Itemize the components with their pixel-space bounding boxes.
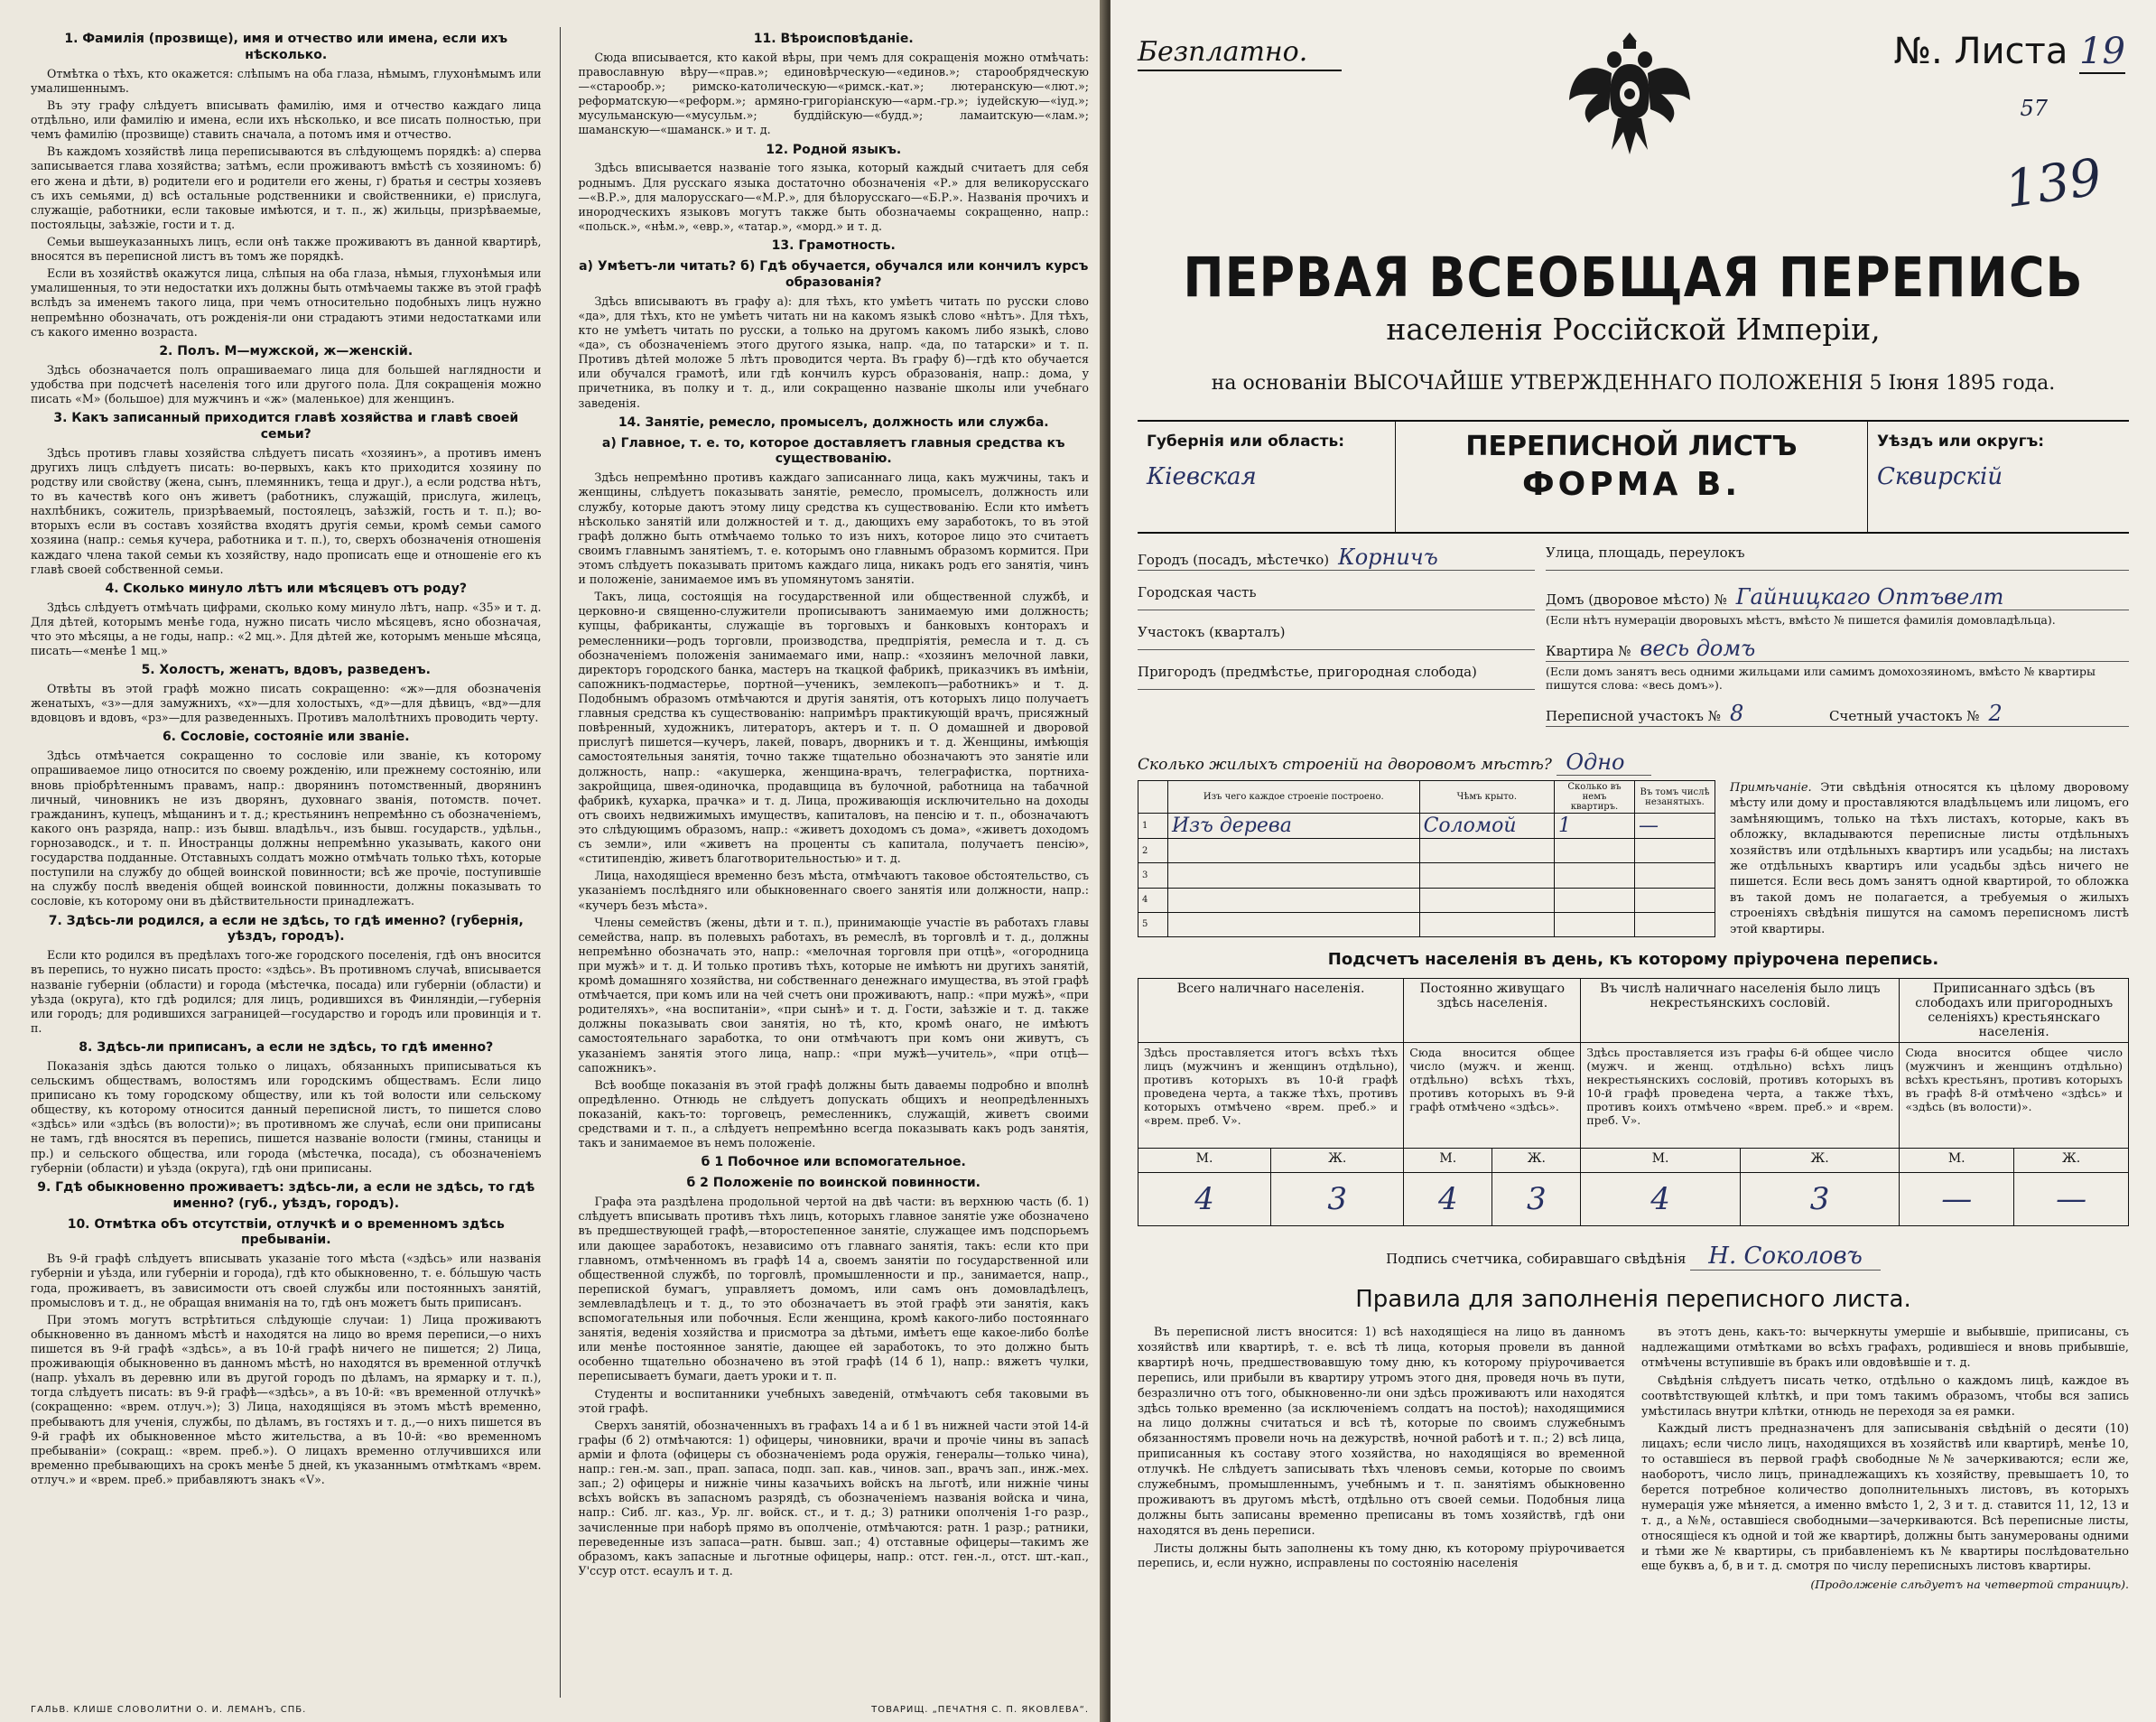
city-label: Городъ (посадъ, мѣстечко) (1138, 552, 1330, 568)
pop-resident-m: 4 (1404, 1173, 1492, 1226)
left-page-footer (31, 1705, 1089, 1715)
instruction-paragraph: Показанія здѣсь даются только о лицахъ, обязанныхъ приписываться къ сельскимъ обществамъ, волостямъ или городскимъ обществамъ. Если лицо приписано къ тому городскому обществу, или къ той волости или сельскому обществу, къ которому относится данный переписной листъ, то пишется слово «здѣсь» или «здѣсь (въ волости)»; въ противномъ же случаѣ, если они приписаны не тамъ, гдѣ вносятся въ перепись, пишется названіе волости (гмины, станицы и пр.) и сельского общества, или города (мѣстечка, посада), съ обозначеніемъ губерніи (области) и уѣзда (округа), гдѣ они приписаны. (31, 1058, 542, 1175)
building-row (1138, 839, 1715, 863)
building-cell-n: 4 (1138, 888, 1168, 912)
gubernia-label: Губернія или область: (1147, 433, 1345, 451)
building-cell-n: 3 (1138, 863, 1168, 888)
rule-paragraph: въ этотъ день, какъ-то: вычеркнуты умершіе и выбывшіе, приписаны, съ надлежащими отмѣтками во всѣхъ графахъ, родившіеся и вновь прибывшіе, отмѣчены вступившіе въ бракъ или овдовѣвшіе и т. д. (1641, 1326, 2129, 1370)
building-cell-vacant (1635, 839, 1715, 863)
building-cell-n: 1 (1138, 814, 1168, 839)
city-field (1138, 545, 1535, 571)
sex-label-m: М. (1900, 1149, 2014, 1173)
city-part-field (1138, 584, 1535, 610)
building-cell-vacant (1635, 888, 1715, 912)
handwritten-folio-number: 139 (2002, 147, 2106, 220)
instruction-paragraph: Лица, находящіеся временно безъ мѣста, отмѣчаютъ таковое обстоятельство, съ указаніемъ послѣдняго или обыкновеннаго своего занятія или должности, напр.: «кучеръ безъ мѣста». (578, 869, 1089, 912)
sex-label-m: М. (1581, 1149, 1741, 1173)
street-field (1546, 545, 2129, 571)
building-cell-apts (1555, 888, 1635, 912)
region-band (1138, 420, 2129, 534)
building-cell-roof (1419, 888, 1554, 912)
census-area-value: 8 (1729, 701, 1744, 726)
buildings-note-head: Примѣчаніе. (1730, 781, 1812, 795)
apartment-note: (Если домъ занятъ весь одними жильцами или самимъ домохозяиномъ, вмѣсто № квартиры пишутся слова: «весь домъ»). (1546, 665, 2096, 692)
building-cell-vacant: — (1635, 814, 1715, 839)
pop-non-peasant-f: 3 (1740, 1173, 1900, 1226)
instruction-paragraph: Отмѣтка о тѣхъ, кто окажется: слѣпымъ на оба глаза, нѣмымъ, глухонѣмымъ или умалишеннымъ. (31, 66, 542, 95)
building-cell-apts (1555, 839, 1635, 863)
sex-label-m: М. (1138, 1149, 1271, 1173)
instruction-paragraph: Въ каждомъ хозяйствѣ лица переписываются въ слѣдующемъ порядкѣ: а) сперва записывается глава хозяйства; затѣмъ, если проживаютъ вмѣстѣ съ хозяиномъ: б) его жена и дѣти, в) родители его и родители его жены, г) братья и сестры хозяевъ съ ихъ семьями, д) всѣ остальные родственники и свойственники, е) прислуга, служащіе, работники, если таковые имѣются, и т. п., ж) жильцы, призрѣваемые, постояльцы, заѣзжіе, гости и т. д. (31, 144, 542, 231)
pop-desc-peasant: Сюда вносится общее число (мужчинъ и женщинъ отдѣльно) всѣхъ крестьянъ, противъ которыхъ въ графѣ 8-й отмѣчено «здѣсь» и «здѣсь (въ волости)». (1900, 1043, 2129, 1149)
rule-paragraph: Свѣдѣнія слѣдуетъ писать четко, отдѣльно о каждомъ лицѣ, каждое въ соотвѣтствующей клѣткѣ, и при томъ такимъ образомъ, чтобы вся запись умѣстилась внутри клѣтки, отнюдь не переходя за ея рамки. (1641, 1373, 2129, 1419)
instruction-paragraph: Отвѣты въ этой графѣ можно писать сокращенно: «ж»—для обозначенія женатыхъ, «з»—для замужнихъ, «х»—для холостыхъ, «д»—для дѣвицъ, «вд»—для вдовцовъ и вдовъ, «рз»—для разведенныхъ. Противъ малолѣтнихъ проводить черту. (31, 682, 542, 725)
pop-header-total: Всего наличнаго населенія. (1138, 979, 1404, 1043)
district-label: Участокъ (кварталъ) (1138, 624, 1286, 640)
instruction-heading: а) Умѣетъ-ли читать? б) Гдѣ обучается, обучался или кончилъ курсъ образованія? (579, 258, 1089, 290)
street-label: Улица, площадь, переулокъ (1546, 545, 1745, 561)
uezd-field (1867, 422, 2129, 532)
building-cell-n: 5 (1138, 912, 1168, 936)
building-cell-apts (1555, 912, 1635, 936)
building-cell-roof: Соломой (1419, 814, 1554, 839)
building-row (1138, 863, 1715, 888)
column-divider (560, 27, 561, 1698)
uezd-label: Уѣздъ или округъ: (1877, 433, 2045, 451)
census-area-field (1546, 701, 2129, 727)
pop-desc-resident: Сюда вносится общее число (мужч. и женщ. отдѣльно) всѣхъ тѣхъ, противъ которыхъ въ 9-й графѣ отмѣчено «здѣсь». (1404, 1043, 1581, 1149)
bld-header-apartments: Сколько въ немъ квартиръ. (1555, 781, 1635, 814)
free-label: Безплатно. (1138, 36, 1342, 71)
sheet-number (1893, 31, 2125, 72)
instruction-heading: 14. Занятіе, ремесло, промыселъ, должность или служба. (618, 414, 1049, 430)
instruction-heading: 4. Сколько минуло лѣтъ или мѣсяцевъ отъ роду? (105, 581, 468, 596)
gubernia-field (1138, 422, 1396, 532)
instruction-heading: 3. Какъ записанный приходится главѣ хозяйства и главѣ своей семьи? (53, 411, 519, 442)
house-value: Гайницкаго Оптъвелт (1735, 584, 2004, 610)
building-cell-roof (1419, 863, 1554, 888)
footer-right: ТОВАРИЩ. „ПЕЧАТНЯ С. П. ЯКОВЛЕВА“. (871, 1705, 1089, 1715)
double-headed-eagle-icon (1562, 23, 1697, 159)
sex-label-m: М. (1404, 1149, 1492, 1173)
census-title: ПЕРВАЯ ВСЕОБЩАЯ ПЕРЕПИСЬ (1183, 246, 2084, 310)
instruction-heading: 12. Родной языкъ. (766, 142, 902, 157)
pop-resident-f: 3 (1492, 1173, 1581, 1226)
structures-label: Сколько жилыхъ строеній на дворовомъ мѣстѣ? (1138, 756, 1552, 774)
instruction-heading: 9. Гдѣ обыкновенно проживаетъ: здѣсь-ли, а если не здѣсь, то гдѣ именно? (губ., уѣздъ, городъ). (37, 1179, 535, 1211)
house-label: Домъ (дворовое мѣсто) № (1546, 591, 1727, 608)
population-count-title: Подсчетъ населенія въ день, къ которому пріурочена перепись. (1327, 950, 1939, 970)
count-area-value: 2 (1988, 701, 2003, 726)
instruction-paragraph: Въ эту графу слѣдуетъ вписывать фамилію, имя и отчество каждаго лица отдѣльно, или фамилію и имена, если ихъ нѣсколько, и все писать полностью, при чемъ фамилію (прозвище) ставить сначала, а потомъ имя и отчество. (31, 98, 542, 142)
instruction-heading: 6. Сословіе, состояніе или званіе. (162, 730, 410, 745)
instruction-paragraph: Члены семействъ (жены, дѣти и т. п.), принимающіе участіе въ работахъ главы семейства, напр. въ полевыхъ работахъ, въ ремеслѣ, въ торговлѣ и т. д., должны непремѣнно обозначать это, напр.: «мелочная торговля при отцѣ», «огородница при мужѣ» и т. д. И только противъ тѣхъ, которые не имѣютъ ни другихъ занятій, кромѣ домашняго хозяйства, ни собственнаго денежнаго имущества, въ этой графѣ отмѣчается, при комъ или на чей счетъ они проживаютъ, напр.: «при мужѣ», «при родителяхъ», «на воспитаніи», «при сынѣ» и т. д. Гости, заѣзжіе и т. д. также должны показывать свои занятія, но тѣ, кто, кромѣ онаго, не имѣютъ самостоятельнаго заработка, то они отмѣчаютъ при комъ они живутъ, съ указаніемъ занятія этого лица, напр.: «при мужѣ—учитель», «при отцѣ—сапожникъ». (578, 915, 1089, 1075)
instruction-paragraph: При этомъ могутъ встрѣтиться слѣдующіе случаи: 1) Лица проживаютъ обыкновенно въ данномъ мѣстѣ и находятся на лицо во время переписи,—о нихъ пишется въ 9-й графѣ «здѣсь», а въ 10-й графѣ ничего не пишется; 2) Лица, проживающія обыкновенно въ данномъ мѣстѣ, но находятся въ временной отлучкѣ (напр. уѣхалъ въ деревню или въ другой городъ по дѣламъ, на ярмарку и т. п.), тогда слѣдуетъ писать: въ 9-й графѣ—«здѣсь», а въ 10-й: «въ временной отлучкѣ» (сокращенно: «врем. отлуч.»); 3) Лица, находящіяся въ этомъ мѣстѣ временно, пребываютъ для ученія, службы, по дѣламъ, въ гостяхъ и т. д.,—о нихъ пишется въ 9-й графѣ их обыкновенное мѣсто жительства, а въ 10-й: «во временномъ пребываніи» (сокращ.: «врем. преб.»). О лицахъ временно отлучившихся или временно пребывающихъ на срокъ менѣе 5 дней, къ указаннымъ отмѣткамъ «врем. отлуч.» и «врем. преб.» прибавляютъ знакъ «V». (31, 1312, 542, 1487)
pop-total-m: 4 (1138, 1173, 1271, 1226)
sheet-number-value: 19 (2079, 31, 2125, 72)
census-area-label: Переписной участокъ № (1546, 708, 1721, 724)
city-part-label: Городская часть (1138, 584, 1257, 600)
instruction-paragraph: Такъ, лица, состоящія на государственной или общественной службѣ, и церковно-и священно-служители прописываютъ занимаемую ими должность; купцы, фабриканты, служащіе въ торговыхъ и банковыхъ конторахъ и ремесленники—родъ торговли, производства, предпріятія, ремесла и т. д. съ обозначеніемъ положенія занимаемаго ими, напр.: «хозяинъ мелочной лавки, директоръ городского банка, мастеръ на ткацкой фабрикѣ, приказчикъ въ имѣніи, сапожникъ-подмастерье, портной—ученикъ, землекопъ—работникъ» и т. д. Подобнымъ образомъ отмѣчаются и другія занятія, отъ которыхъ лицо получаетъ главныя средства къ существованію: напримѣръ практикующій врачъ, присяжный повѣренный, художникъ, литераторъ, актеръ и т. п. О домашней и дворовой прислугѣ пишется—кучеръ, лакей, поваръ, дворникъ и т. д. Женщины, имѣющія самостоятельныя занятія, точно также тщательно обозначаютъ это занятіе или должность, напр.: «акушерка, женщина-врачъ, телеграфистка, портниха-закройщица, швея-одиночка, продавщица въ булочной, работница на табачной фабрикѣ, кухарка, прачка» и т. д. Лица, проживающія исключительно на доходы отъ своихъ недвижимыхъ имуществъ, капиталовъ, на пенсію и т. п., обозначаютъ это слѣдующимъ образомъ, напр.: «живетъ доходомъ съ дома», «живетъ доходомъ съ земли», или «живетъ на проценты съ капитала, получаетъ пенсію», «ститипендію, живетъ благотворительностью» и т. д. (578, 590, 1089, 866)
instruction-heading: 7. Здѣсь-ли родился, а если не здѣсь, то гдѣ именно? (губернія, уѣздъ, городъ). (48, 913, 524, 945)
instructions-column-2 (578, 27, 1089, 1698)
instruction-paragraph: Если въ хозяйствѣ окажутся лица, слѣпыя на оба глаза, нѣмыя, глухонѣмыя или умалишенныя, то эти недостатки ихъ должны быть отмѣчаемы также въ этой графѣ вслѣдъ за именемъ такого лица, при чемъ относительно подобныхъ лицъ нужно непремѣнно обозначать, отъ рожденія-ли они страдаютъ этими недостатками или съ какого именно возраста. (31, 266, 542, 339)
pop-peasant-m: — (1900, 1173, 2014, 1226)
rule-paragraph: Листы должны быть заполнены къ тому дню, къ которому пріурочивается перепись, и, если нужно, исправлены по состоянію населенія (1138, 1541, 1625, 1571)
district-field (1138, 624, 1535, 650)
census-decree: на основаніи ВЫСОЧАЙШЕ УТВЕРЖДЕННАГО ПОЛОЖЕНІЯ 5 Іюня 1895 года. (1211, 372, 2056, 395)
structures-value: Одно (1557, 749, 1651, 776)
bld-header-material: Изъ чего каждое строеніе построено. (1168, 781, 1420, 814)
instruction-heading: 1. Фамилія (прозвище), имя и отчество или имена, если ихъ нѣсколько. (64, 32, 508, 62)
instruction-heading: б 2 Положеніе по воинской повинности. (686, 1176, 980, 1191)
building-cell-apts: 1 (1555, 814, 1635, 839)
instruction-paragraph: Здѣсь слѣдуетъ отмѣчать цифрами, сколько кому минуло лѣтъ, напр. «35» и т. д. Для дѣтей, которымъ менѣе года, нужно писать число мѣсяцевъ, ясно обозначая, что это мѣсяцы, а не годы, напр.: «2 мц.». Для дѣтей же, которымъ меньше мѣсяца, писать—«менѣе 1 мц.» (31, 600, 542, 658)
instruction-heading: 5. Холостъ, женатъ, вдовъ, разведенъ. (141, 663, 431, 678)
buildings-section (1138, 780, 2129, 937)
instructions-column-1 (31, 27, 542, 1698)
pop-desc-non-peasant: Здѣсь проставляется изъ графы 6-й общее число (мужч. и женщ. отдѣльно) всѣхъ лицъ некрестьянскихъ сословій, противъ которыхъ въ 10-й графѣ проведена черта, а также тѣхъ, противъ коихъ отмѣчено «врем. преб.» и «врем. преб. V». (1581, 1043, 1900, 1149)
rules-column-right (1641, 1326, 2129, 1593)
instruction-heading: 13. Грамотность. (771, 238, 896, 254)
instruction-paragraph: Здѣсь противъ главы хозяйства слѣдуетъ писать «хозяинъ», а противъ именъ другихъ лицъ слѣдуетъ писать: во-первыхъ, какъ кто приходится хозяину по родству или свойству (жена, сынъ, племянникъ, теща и друг.), а если родства нѣтъ, то въ качествѣ кого онъ живетъ (работникъ, служащій, прислуга, жилецъ, нахлѣбникъ, сожитель, призрѣваемый, постоялецъ, заѣзжій, гость и т. п.); во-вторыхъ если въ составъ хозяйства входятъ другія семьи, кромѣ семьи самого хозяина (напр.: семья кучера, работника и т. п.), то, сверхъ обозначенія отношенія каждаго члена такой семьи къ хозяйству, надо прописать еще и отношеніе его къ главѣ своей собственной семьи. (31, 445, 542, 576)
pop-total-f: 3 (1271, 1173, 1404, 1226)
rules-column-left (1138, 1326, 1625, 1593)
building-cell-vacant (1635, 863, 1715, 888)
city-value: Корничъ (1338, 545, 1438, 570)
building-cell-roof (1419, 839, 1554, 863)
sex-label-f: Ж. (1492, 1149, 1581, 1173)
instruction-heading: б 1 Побочное или вспомогательное. (701, 1155, 966, 1170)
instruction-heading: 8. Здѣсь-ли приписанъ, а если не здѣсь, то гдѣ именно? (79, 1039, 494, 1055)
form-header (1138, 23, 2129, 220)
count-area-label: Счетный участокъ № (1828, 708, 1980, 724)
building-row (1138, 814, 1715, 839)
instruction-paragraph: Семьи вышеуказанныхъ лицъ, если онѣ также проживаютъ въ данной квартирѣ, вносятся въ переписной листъ въ томъ же порядкѣ. (31, 235, 542, 264)
sex-label-f: Ж. (2014, 1149, 2129, 1173)
building-row (1138, 888, 1715, 912)
bld-header-roof: Чѣмъ крыто. (1419, 781, 1554, 814)
instruction-heading: 11. Вѣроисповѣданіе. (753, 32, 914, 46)
suburb-field (1138, 664, 1535, 690)
population-count-table (1138, 978, 2129, 1226)
building-cell-material: Изъ дерева (1168, 814, 1420, 839)
building-cell-n: 2 (1138, 839, 1168, 863)
sex-label-f: Ж. (1740, 1149, 1900, 1173)
building-cell-material (1168, 912, 1420, 936)
signature-value: Н. Соколовъ (1690, 1243, 1881, 1271)
sheet-number-label: №. Листа (1893, 31, 2068, 72)
form-title-block (1396, 422, 1867, 532)
instruction-heading: 10. Отмѣтка объ отсутствіи, отлучкѣ и о временномъ здѣсь пребываніи. (67, 1216, 505, 1248)
right-page (1111, 0, 2156, 1722)
pop-header-resident: Постоянно живущаго здѣсь населенія. (1404, 979, 1581, 1043)
form-subtitle: ФОРМА В. (1521, 466, 1742, 503)
instruction-paragraph: Графа эта раздѣлена продольной чертой на двѣ части: въ верхнюю часть (б. 1) слѣдуетъ вписывать противъ тѣхъ лицъ, которыхъ главное занятіе уже обозначено въ предшествующей графѣ,—второстепенное занятіе, служащее имъ подспорьемъ или дающее заработокъ, независимо отъ главнаго занятія, такъ: если кто при главномъ, отмѣченномъ въ графѣ 14 а, своемъ занятіи по государственной или общественной службѣ, по торговлѣ, промышленности и пр., занимается, напр., перепиской бумагъ, управляетъ домомъ, или самъ онъ домовладѣлецъ, землевладѣлецъ и т. д., то это обозначаетъ въ этой графѣ эти занятія, какъ вспомогательныя или побочныя. Если женщина, кромѣ какого-либо постояннаго занятія, веденія хозяйства и присмотра за дѣтьми, имѣетъ еще какое-либо болѣе или менѣе постоянное занятіе, дающее ей заработокъ, то это должно быть особенно тщательно обозначено въ этой графѣ (14 б 1), напр.: вяжетъ чулки, переписываетъ бумаги, даетъ уроки и т. п. (578, 1195, 1089, 1383)
house-note: (Если нѣтъ нумераціи дворовыхъ мѣстъ, вмѣсто № пишется фамилія домовладѣльца). (1546, 613, 2056, 627)
sex-label-f: Ж. (1271, 1149, 1404, 1173)
instruction-paragraph: Въ 9-й графѣ слѣдуетъ вписывать указаніе того мѣста («здѣсь» или названія губерніи и уѣзда, или губерніи и города), гдѣ кто обыкновенно, т. е. бóльшую часть года, проживаетъ, въ зависимости отъ своей службы или постоянныхъ занятій, промысловъ и т. д., не обращая вниманія на то, гдѣ онъ можетъ быть приписанъ. (31, 1252, 542, 1309)
suburb-label: Пригородъ (предмѣстье, пригородная слобода) (1138, 664, 1477, 680)
form-title: ПЕРЕПИСНОЙ ЛИСТЪ (1465, 431, 1798, 462)
address-block (1138, 545, 2129, 740)
instruction-heading: а) Главное, т. е. то, которое доставляетъ главныя средства къ существованію. (601, 435, 1065, 467)
building-cell-roof (1419, 912, 1554, 936)
bld-header-vacant: Въ томъ числѣ незанятыхъ. (1635, 781, 1715, 814)
structures-question (1138, 749, 2129, 775)
instruction-paragraph: Если кто родился въ предѣлахъ того-же городского поселенія, гдѣ онъ вносится въ перепись, то нужно писать просто: «здѣсь». Въ противномъ случаѣ, вписывается названіе губерніи (области) и города (мѣстечка, посада) или губерніи (области) и уѣзда (округа), кто гдѣ родился; для лицъ, родившихся въ Финляндіи,—губернія или городъ; для родившихся заграницей—государство и городъ или провинція и т. п. (31, 948, 542, 1035)
footer-left: ГАЛЬВ. КЛИШЕ СЛОВОЛИТНИ О. И. ЛЕМАНЪ, СПБ. (31, 1705, 307, 1715)
instruction-paragraph: Здѣсь вписываютъ въ графу а): для тѣхъ, кто умѣетъ читать по русски слово «да», для тѣхъ, кто не умѣетъ читать ни на какомъ языкѣ слово «нѣтъ». Для тѣхъ, кто не умѣетъ читать по русски, а только на другомъ какомъ либо языкѣ, слово «да», съ обозначеніемъ этого другого языка, напр. «да, по татарски» и т. п. Противъ дѣтей моложе 5 лѣтъ проводится черта. Въ графу б)—гдѣ кто обучается или обучался грамотѣ, или гдѣ кончилъ курсъ образованія, напр.: дома, у причетника, въ полку и т. д., или сокращенно названіе школы или учебнаго заведенія. (578, 293, 1089, 410)
instruction-paragraph: Студенты и воспитанники учебныхъ заведеній, отмѣчаютъ себя таковыми въ этой графѣ. (578, 1386, 1089, 1415)
building-cell-material (1168, 863, 1420, 888)
instruction-paragraph: Здѣсь вписывается названіе того языка, который каждый считаетъ для себя роднымъ. Для русскаго языка достаточно обозначенія «Р.» для великорусскаго—«В.Р.», для малорусскаго—«М.Р.», для бѣлорусскаго—«Б.Р.». Названія прочихъ и инородческихъ языковъ могутъ также быть обозначаемы сокращенно, напр.: «польск.», «нѣм.», «евр.», «татар.», «морд.» и т. д. (578, 161, 1089, 233)
rule-paragraph: Въ переписной листъ вносится: 1) всѣ находящіеся на лицо въ данномъ хозяйствѣ или квартирѣ, т. е. всѣ тѣ лица, которыя провели въ данной квартирѣ ночь, предшествовавшую тому дню, къ которому пріурочивается перепись, или прибыли въ квартиру утромъ этого дня, проведя ночь въ пути, безразлично отъ того, обыкновенно-ли они здѣсь проживаютъ или находятся здѣсь только временно (за исключеніемъ солдатъ на постоѣ); находящимися на лицо должны считаться и всѣ тѣ, которые по своимъ служебнымъ обязанностямъ провели ночь на дежурствѣ, ночной работѣ и т. п.; 2) всѣ лица, приписанныя къ составу этого хозяйства, но находящіяся во временной отлучкѣ. Не слѣдуетъ записывать тѣхъ членовъ семьи, которые по своимъ служебнымъ, промышленнымъ, учебнымъ и т. п. занятіямъ обыкновенно проживаютъ въ другомъ мѣстѣ, отдѣльно отъ своей семьи. Подобныя лица должны быть записаны временно преписаны въ томъ хозяйствѣ, гдѣ они находятся въ день переписи. (1138, 1326, 1625, 1538)
buildings-note (1730, 780, 2129, 937)
rules-text (1138, 1326, 2129, 1593)
building-cell-apts (1555, 863, 1635, 888)
instruction-paragraph: Сверхъ занятій, обозначенныхъ въ графахъ 14 а и б 1 въ нижней части этой 14-й графы (б 2) отмѣчаются: 1) офицеры, чиновники, врачи и прочіе чины въ запасѣ арміи и флота (офицеры съ обозначеніемъ рода оружія, генералы—только чина), напр.: ген.-м. зап., прап. запаса, подп. зап. кав., чинов. зап., врачъ зап., инж.-мех. зап.; 2) офицеры и нижніе чины казачьихъ войскъ на льготѣ, или нижніе чины всѣхъ войскъ въ запасномъ разрядѣ, съ обозначеніемъ названія войска и чина, напр.: Сиб. лг. каз., Ур. лг. войск. ст., и т. д.; 3) ратники ополченія 1-го разр., зачисленные при наборѣ прямо въ ополченіе, отмѣчаются: ратн. 1 разр.; ратники, переведенные изъ запаса—ратн. бывш. зап.; 4) отставные офицеры—такимъ же образомъ, какъ запасные и льготные офицеры, напр.: отст. ген.-л., отст. шт.-кап., У'ссур отст. есаулъ и т. д. (578, 1418, 1089, 1578)
enumerator-signature (1138, 1243, 2129, 1270)
apartment-label: Квартира № (1546, 643, 1631, 659)
pop-peasant-f: — (2014, 1173, 2129, 1226)
apartment-value: весь домъ (1640, 636, 1756, 661)
building-cell-material (1168, 888, 1420, 912)
rules-continuation: (Продолженіе слѣдуетъ на четвертой страницѣ). (1810, 1578, 2129, 1592)
rules-title: Правила для заполненія переписного листа. (1355, 1286, 1911, 1314)
handwritten-archive-number: 57 (2020, 96, 2048, 121)
uezd-value: Сквирскій (1877, 463, 2003, 490)
buildings-note-text: Эти свѣдѣнія относятся къ цѣлому дворовому мѣсту или дому и проставляются владѣльцемъ или лицомъ, его замѣняющимъ, только на тѣхъ листахъ, которые, какъ въ обложку, вкладываются переписные листы отдѣльныхъ хозяйствъ или отдѣльныхъ квартиръ или усадьбы; на листахъ же отдѣльныхъ квартиръ или усадьбы здѣсь ничего не пишется. Если весь домъ занятъ одной квартирой, то обложка въ такой домъ не полагается, а требуемыя о жилыхъ строеніяхъ свѣдѣнія пишутся на самомъ переписномъ листѣ этой квартиры. (1730, 781, 2129, 936)
instruction-paragraph: Сюда вписывается, кто какой вѣры, при чемъ для сокращенія можно отмѣчать: православную вѣру—«прав.»; единовѣрческую—«единов.»; старообрядческую—«старообр.»; римско-католическую—«римск.-кат.»; лютеранскую—«лют.»; реформатскую—«реформ.»; армяно-григоріанскую—«арм.-гр.»; іудейскую—«іуд.»; мусульманскую—«мусульм.»; буддійскую—«будд.»; ламаитскую—«лам.»; шаманскую—«шаманск.» и т. д. (578, 50, 1089, 137)
pop-header-non-peasant: Въ числѣ наличнаго населенія было лицъ некрестьянскихъ сословій. (1581, 979, 1900, 1043)
pop-header-peasant: Приписаннаго здѣсь (въ слободахъ или пригородныхъ селеніяхъ) крестьянскаго населенія. (1900, 979, 2129, 1043)
pop-non-peasant-m: 4 (1581, 1173, 1741, 1226)
instruction-paragraph: Всѣ вообще показанія въ этой графѣ должны быть даваемы подробно и вполнѣ опредѣленно. Отнюдь не слѣдуетъ допускать общихъ и неопредѣленныхъ показаній, какъ-то: торговецъ, ремесленникъ, служащій, живетъ своими средствами и т. п., а слѣдуетъ непремѣнно всегда показывать какъ родъ занятія, такъ и занимаемое въ немъ положеніе. (578, 1077, 1089, 1150)
census-subtitle: населенія Россійской Имперіи, (1386, 312, 1881, 347)
signature-label: Подпись счетчика, собиравшаго свѣдѣнія (1386, 1251, 1687, 1268)
apartment-field (1546, 636, 2129, 662)
pop-desc-total: Здѣсь проставляется итогъ всѣхъ тѣхъ лицъ (мужчинъ и женщинъ отдѣльно), противъ которыхъ въ 10-й графѣ проведена черта, а также тѣхъ, противъ которыхъ отмѣчено «врем. преб.» и «врем. преб. V». (1138, 1043, 1404, 1149)
rule-paragraph: Каждый листъ предназначенъ для записыванія свѣдѣній о десяти (10) лицахъ; если число лицъ, находящихся въ хозяйствѣ или квартирѣ, менѣе 10, то оставшіеся въ первой графѣ свободные №№ зачеркиваются; если же, наоборотъ, число лицъ, принадлежащихъ къ хозяйству, превышаетъ 10, то берется потребное количество дополнительныхъ листовъ, въ которыхъ нумерація уже мѣняется, а именно вмѣсто 1, 2, 3 и т. д. ставится 11, 12, 13 и т. д., а №№, оставшіеся свободными—зачеркиваются. Всѣ переписные листы, относящіеся къ одной и той же квартирѣ, должны быть занумерованы одними и тѣми же № квартиры, съ прибавленіемъ къ № квартиры послѣдовательно еще буквъ а, б, в и т. д. смотря по числу переписныхъ листовъ квартиры. (1641, 1422, 2129, 1574)
building-cell-material (1168, 839, 1420, 863)
instruction-paragraph: Здѣсь отмѣчается сокращенно то сословіе или званіе, къ которому опрашиваемое лицо относится по своему рожденію, или прежнему состоянію, или вновь пріобрѣтеннымъ правамъ, напр.: дворянинъ потомственный, дворянинъ личный, чиновникъ не изъ дворянъ, духовнаго званія, потомств. почет. гражданинъ, купецъ, мѣщанинъ и т. д.; крестьянинъ непремѣнно съ обозначеніемъ, какого онъ разряда, напр.: изъ бывш. владѣльч., изъ бывш. государств., удѣльн., горнозаводск., и т. п. Иностранцы должны непремѣнно указывать, какого они государства подданные. Отставныхъ солдатъ можно отмѣчать только тѣхъ, которые поступили на службу до общей воинской повинности; всѣ же прочіе, поступившіе на службу послѣ введенія общей воинской повинности, должны показывать то сословіе, къ которому они въ дѣйствительности принадлежатъ. (31, 749, 542, 908)
buildings-table (1138, 780, 1715, 937)
building-cell-vacant (1635, 912, 1715, 936)
house-field (1546, 584, 2129, 610)
instruction-paragraph: Здѣсь непремѣнно противъ каждаго записаннаго лица, какъ мужчины, такъ и женщины, слѣдуетъ показывать занятіе, ремесло, промыселъ, должность или службу, которые даютъ этому лицу средства къ существованію. Если кто имѣетъ нѣсколько занятій или должностей и т. д., дающихъ ему заработокъ, то въ этой графѣ должно быть отмѣчаемо только то изъ нихъ, которое лицо это считаетъ своимъ главнымъ занятіемъ, т. е. которымъ оно главнымъ образомъ кормится. При этомъ слѣдуетъ показывать притомъ каждаго лица, никакъ родъ его занятія, чинъ и положеніе, занимаемое имъ въ упомянутомъ занятіи. (578, 470, 1089, 587)
instruction-paragraph: Здѣсь обозначается полъ опрашиваемаго лица для большей наглядности и удобства при подсчетѣ населенія того или другого пола. Для сокращенія можно писать «М» (большое) для мужчинъ и «ж» (маленькое) для женщинъ. (31, 362, 542, 405)
gubernia-value: Кіевская (1147, 463, 1257, 490)
instruction-heading: 2. Полъ. М—мужской, ж—женскій. (159, 343, 414, 358)
building-row (1138, 912, 1715, 936)
